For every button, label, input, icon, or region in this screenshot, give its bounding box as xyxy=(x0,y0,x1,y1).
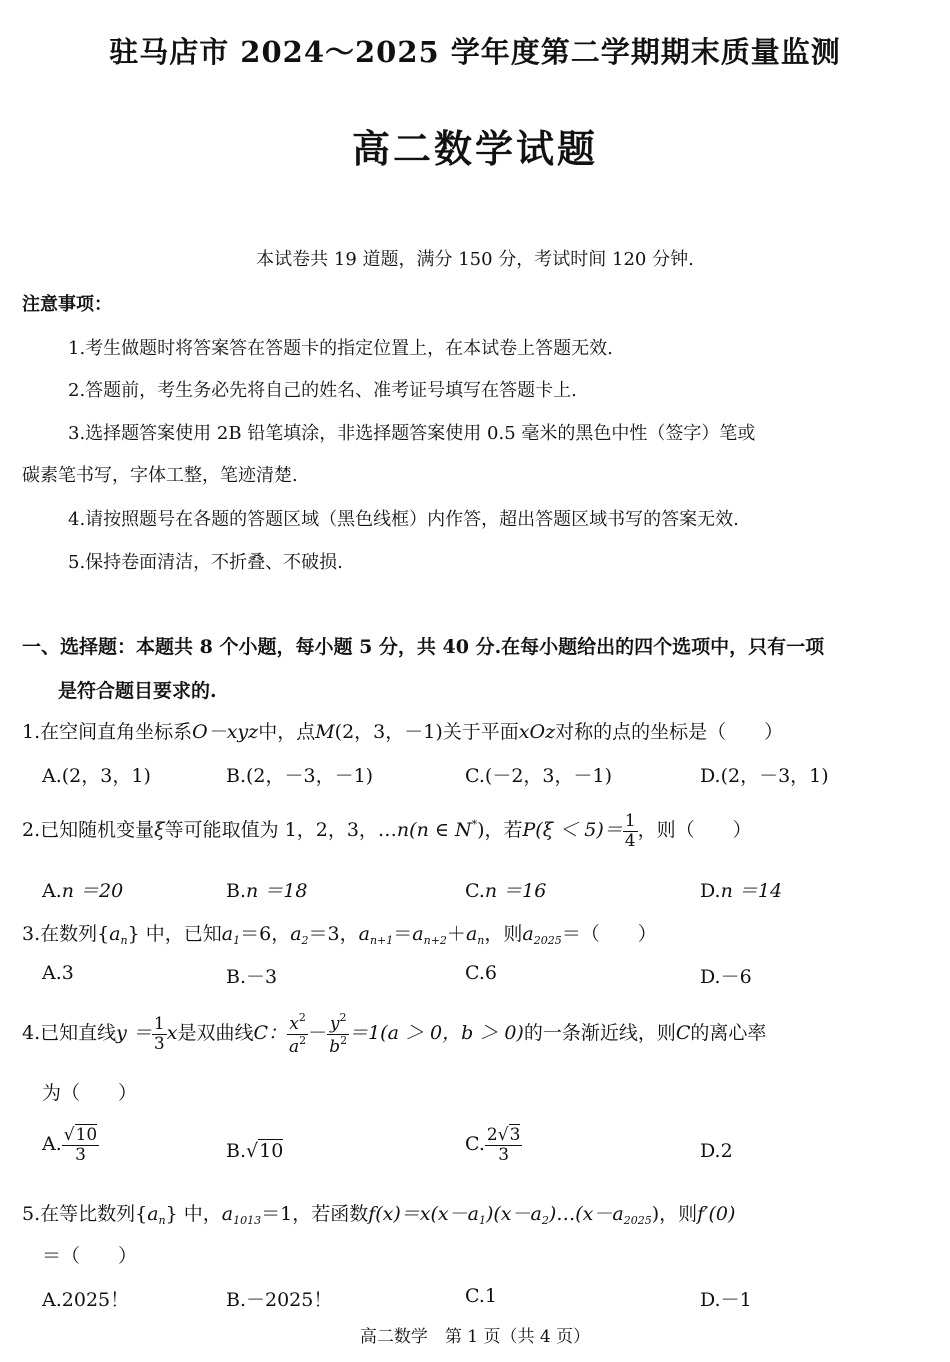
q4-fraction-num: 1 xyxy=(153,1014,165,1034)
q5-option-c: C.1 xyxy=(465,1285,497,1307)
q3-a: a xyxy=(522,923,534,945)
q3-a: a xyxy=(358,923,370,945)
q4-option-c-fraction: $\frac{2√3}{3}$ xyxy=(486,1125,521,1165)
q4-as: 2 xyxy=(299,1033,307,1047)
q5-sub: n xyxy=(158,1214,166,1227)
q2-option-a-label: A. xyxy=(42,880,62,902)
q3-text: ，则 xyxy=(484,923,523,945)
q1-text: 1.在空间直角坐标系 xyxy=(22,721,193,743)
question-5-stem xyxy=(22,1199,735,1227)
q4-text: 的一条渐近线，则 xyxy=(523,1022,676,1045)
q5-option-d: D.－1 xyxy=(700,1289,752,1311)
q4-condition: ＝1(a ＞ 0，b ＞ 0) xyxy=(349,1022,524,1045)
q4-option-c-label: C. xyxy=(465,1133,485,1156)
q4-option-a-den: 3 xyxy=(75,1144,86,1165)
q2-fraction xyxy=(623,812,638,850)
q3-sub: 2 xyxy=(301,934,309,947)
q4-option-a-fraction: $\frac{√10}{3}$ xyxy=(63,1125,98,1165)
notice-item-5: 5.保持卷面清洁，不折叠、不破损. xyxy=(68,552,343,573)
q3-option-b: B.－3 xyxy=(226,966,278,988)
q5-function: )…(x－a xyxy=(548,1203,624,1225)
q2-option-b xyxy=(226,876,307,903)
q5-text: } 中， xyxy=(165,1203,222,1225)
q5-sub: 1 xyxy=(478,1214,486,1227)
q2-option-c-value: n ＝16 xyxy=(484,880,547,902)
q2-option-a-value: n ＝20 xyxy=(61,880,124,902)
q5-function: f(x)＝x(x－a xyxy=(368,1203,479,1225)
q4-y: y ＝ xyxy=(116,1022,152,1045)
q2-option-d xyxy=(700,876,782,903)
q5-sub: 2 xyxy=(541,1214,549,1227)
q4-yn: y xyxy=(329,1014,340,1034)
q3-sub: 1 xyxy=(233,934,241,947)
q3-text: ＝ xyxy=(393,923,413,945)
exam-title-line2: 高二数学试题 xyxy=(351,126,598,171)
q1-option-d: D.(2，－3，1) xyxy=(700,765,829,787)
q4-bn: b xyxy=(329,1036,341,1057)
q4-option-a-label: A. xyxy=(42,1133,62,1156)
exam-title-line1: 驻马店市 2024～2025 学年度第二学期期末质量监测 xyxy=(109,35,841,69)
q1-option-b: B.(2，－3，－1) xyxy=(226,765,374,787)
q4-fraction-den: 3 xyxy=(153,1033,165,1054)
q3-a: a xyxy=(465,923,478,945)
q5-text: )，则 xyxy=(651,1203,698,1225)
question-4-stem xyxy=(22,1012,766,1056)
q2-option-b-value: n ＝18 xyxy=(246,880,308,902)
q4-option-c-den: 3 xyxy=(498,1144,510,1165)
q4-text: － xyxy=(308,1022,328,1045)
q4-option-d: D.2 xyxy=(700,1140,733,1162)
q4-text: 是双曲线 xyxy=(177,1022,254,1045)
q5-function: )(x－a xyxy=(485,1203,542,1225)
q4-text: 的离心率 xyxy=(690,1022,767,1045)
q4-xn: x xyxy=(289,1014,299,1034)
question-3-stem xyxy=(22,919,657,947)
question-5-line2: ＝（ ） xyxy=(42,1245,138,1267)
notice-item-4: 4.请按照题号在各题的答题区域（黑色线框）内作答，超出答题区域书写的答案无效. xyxy=(68,509,739,530)
q2-text: 2.已知随机变量 xyxy=(22,819,155,842)
question-1-stem xyxy=(22,717,783,744)
q2-text: ，则（ ） xyxy=(637,819,752,842)
q3-option-a: A.3 xyxy=(42,962,74,984)
q3-a: a xyxy=(109,923,121,945)
q2-fraction-num: 1 xyxy=(624,811,636,831)
q4-option-c xyxy=(465,1126,522,1164)
page-footer: 高二数学 第 1 页（共 4 页） xyxy=(359,1327,591,1347)
q5-text: ＝1，若函数 xyxy=(261,1203,369,1225)
q2-option-c xyxy=(465,876,546,903)
q3-sub: n+1 xyxy=(369,934,394,947)
q2-n: n xyxy=(396,819,410,842)
q2-option-c-label: C. xyxy=(465,880,485,902)
notice-heading: 注意事项： xyxy=(22,294,112,315)
q3-text: ＝6， xyxy=(240,923,291,945)
question-2-stem xyxy=(22,812,752,850)
q4-x: x xyxy=(166,1022,178,1045)
q3-sub: n+2 xyxy=(423,934,447,947)
q3-text: ＝3， xyxy=(308,923,359,945)
q2-fraction-den: 4 xyxy=(624,830,636,851)
q2-star: * xyxy=(471,818,478,832)
notice-item-1: 1.考生做题时将答案答在答题卡的指定位置上，在本试卷上答题无效. xyxy=(68,338,613,359)
q3-option-c: C.6 xyxy=(465,962,497,984)
q3-a: a xyxy=(412,923,424,945)
q2-text: 等可能取值为 1，2，3，… xyxy=(164,819,397,842)
q3-sub: 2025 xyxy=(533,934,562,947)
q4-x2-over-a2 xyxy=(287,1012,308,1056)
notice-item-2: 2.答题前，考生务必先将自己的姓名、准考证号填写在答题卡上. xyxy=(68,380,577,401)
q4-option-c-coef: 2 xyxy=(486,1125,498,1145)
q4-slope-fraction xyxy=(152,1015,167,1053)
q3-sub: n xyxy=(120,934,128,947)
q4-option-a xyxy=(42,1126,99,1164)
q2-variable: ξ xyxy=(154,819,165,842)
notice-item-3-line2: 碳素笔书写，字体工整，笔迹清楚. xyxy=(22,465,298,486)
notice-item-3-line1: 3.选择题答案使用 2B 铅笔填涂，非选择题答案使用 0.5 毫米的黑色中性（签字）笔或 xyxy=(68,423,756,444)
exam-intro: 本试卷共 19 道题，满分 150 分，考试时间 120 分钟. xyxy=(256,249,694,270)
q3-text: ＝（ ） xyxy=(561,923,657,945)
q1-text: 对称的点的坐标是（ ） xyxy=(555,721,784,743)
q5-derivative: f′(0) xyxy=(697,1203,736,1225)
q1-text: 关于平面 xyxy=(442,721,519,743)
q2-option-b-label: B. xyxy=(226,880,247,902)
q4-option-b-label: B. xyxy=(226,1140,247,1162)
q4-option-b-radicand: 10 xyxy=(259,1140,284,1162)
q4-c: C： xyxy=(253,1022,288,1045)
q3-a: a xyxy=(221,923,234,945)
q1-option-a: A.(2，3，1) xyxy=(42,765,151,787)
q1-text: 中，点 xyxy=(258,721,316,743)
q3-sub: n xyxy=(477,934,485,947)
q1-coordinate-system: O－xyz xyxy=(192,721,259,743)
q4-ys: 2 xyxy=(339,1011,347,1024)
q5-sub: 1013 xyxy=(233,1214,262,1227)
q3-text: 3.在数列{ xyxy=(22,923,110,945)
q1-plane: xOz xyxy=(518,721,556,743)
q4-an: a xyxy=(289,1036,300,1057)
q1-option-c: C.(－2，3，－1) xyxy=(465,765,612,787)
q4-c: C xyxy=(675,1022,691,1045)
q2-text: )，若 xyxy=(477,819,523,842)
q2-condition: (n ∈ N xyxy=(409,819,472,842)
q4-y2-over-b2 xyxy=(327,1012,349,1056)
question-4-line2: 为（ ） xyxy=(42,1082,138,1104)
q3-text: ＋ xyxy=(446,923,466,945)
q3-a: a xyxy=(290,923,302,945)
q2-option-d-value: n ＝14 xyxy=(720,880,783,902)
q1-point: M xyxy=(315,721,335,743)
q5-option-b: B.－2025！ xyxy=(226,1289,333,1311)
q4-option-c-radicand: 3 xyxy=(509,1125,521,1145)
q5-sub: 2025 xyxy=(623,1214,652,1227)
q5-a: a xyxy=(221,1203,234,1225)
q4-bs: 2 xyxy=(340,1033,348,1047)
q4-option-a-radicand: 10 xyxy=(75,1125,98,1145)
q4-xs: 2 xyxy=(298,1011,306,1024)
q2-probability: P(ξ ＜ 5)＝ xyxy=(522,819,623,842)
q5-a: a xyxy=(147,1203,159,1225)
q3-option-d: D.－6 xyxy=(700,966,752,988)
section1-heading-line2: 是符合题目要求的. xyxy=(58,680,217,702)
q1-coords: (2，3，－1) xyxy=(334,721,443,743)
q2-option-a xyxy=(42,876,123,903)
q5-text: 5.在等比数列{ xyxy=(22,1203,148,1225)
q3-text: } 中，已知 xyxy=(127,923,222,945)
q4-text: 4.已知直线 xyxy=(22,1022,117,1045)
section1-heading-line1: 一、选择题：本题共 8 个小题，每小题 5 分，共 40 分.在每小题给出的四个选项中，只有一项 xyxy=(22,636,825,658)
q5-option-a: A.2025！ xyxy=(42,1289,130,1311)
q2-option-d-label: D. xyxy=(700,880,721,902)
q4-option-b: B.√10 xyxy=(226,1140,284,1162)
